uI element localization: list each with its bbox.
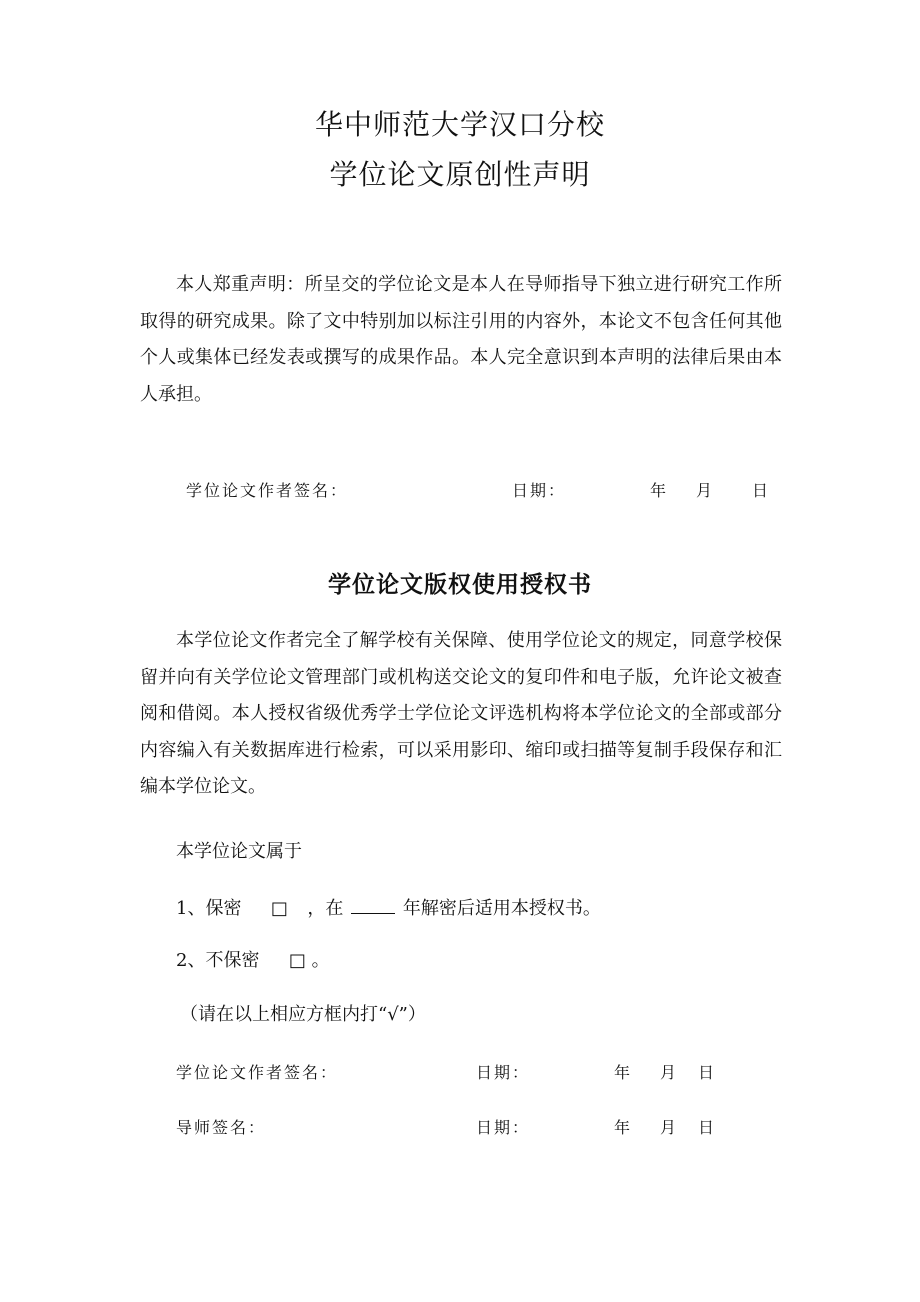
supervisor-signature-row (0, 1120, 920, 1140)
option-confidential (176, 897, 601, 918)
declaration-title: 学位论文原创性声明 (329, 158, 591, 191)
declassify-year-field[interactable] (351, 897, 395, 914)
year-label: 年 (614, 1118, 633, 1137)
date-label: 日期： (476, 1063, 531, 1082)
not-confidential-checkbox[interactable]: □ (288, 950, 306, 971)
month-label: 月 (660, 1063, 679, 1082)
author-signature-label: 学位论文作者签名： (186, 481, 349, 500)
confidential-checkbox[interactable]: □ (270, 898, 288, 919)
day-label: 日 (752, 481, 771, 500)
date-label: 日期： (512, 481, 567, 500)
option1-prefix: 1、保密 (176, 898, 242, 919)
author-signature-label: 学位论文作者签名： (176, 1063, 339, 1082)
option2-suffix: 。 (311, 950, 330, 971)
day-label: 日 (698, 1063, 717, 1082)
originality-signature-row (0, 483, 920, 503)
belongs-to-line: 本学位论文属于 (176, 841, 302, 862)
university-title: 华中师范大学汉口分校 (314, 108, 605, 141)
originality-paragraph: 本人郑重声明：所呈交的学位论文是本人在导师指导下独立进行研究工作所取得的研究成果。除了文中特别加以标注引用的内容外，本论文不包含任何其他个人或集体已经发表或撰写的成果作品。本人完全意识到本声明的法律后果由本人承担。 (140, 274, 782, 405)
month-label: 月 (660, 1118, 679, 1137)
authorization-title: 学位论文版权使用授权书 (328, 572, 592, 598)
authorization-paragraph: 本学位论文作者完全了解学校有关保障、使用学位论文的规定，同意学校保留并向有关学位论文管理部门或机构送交论文的复印件和电子版，允许论文被查阅和借阅。本人授权省级优秀学士学位论文评选机构将本学位论文的全部或部分内容编入有关数据库进行检索，可以采用影印、缩印或扫描等复制手段保存和汇编本学位论文。 (140, 630, 782, 797)
day-label: 日 (698, 1118, 717, 1137)
option2-prefix: 2、不保密 (176, 950, 260, 971)
supervisor-signature-label: 导师签名： (176, 1118, 267, 1137)
option1-middle: ，在 (307, 898, 344, 919)
year-label: 年 (614, 1063, 633, 1082)
checkmark-note: （请在以上相应方框内打“√”） (180, 1004, 426, 1025)
option1-suffix: 年解密后适用本授权书。 (402, 898, 601, 919)
year-label: 年 (650, 481, 669, 500)
authorization-author-signature-row (0, 1065, 920, 1085)
date-label: 日期： (476, 1118, 531, 1137)
month-label: 月 (696, 481, 715, 500)
option-not-confidential (176, 952, 330, 970)
